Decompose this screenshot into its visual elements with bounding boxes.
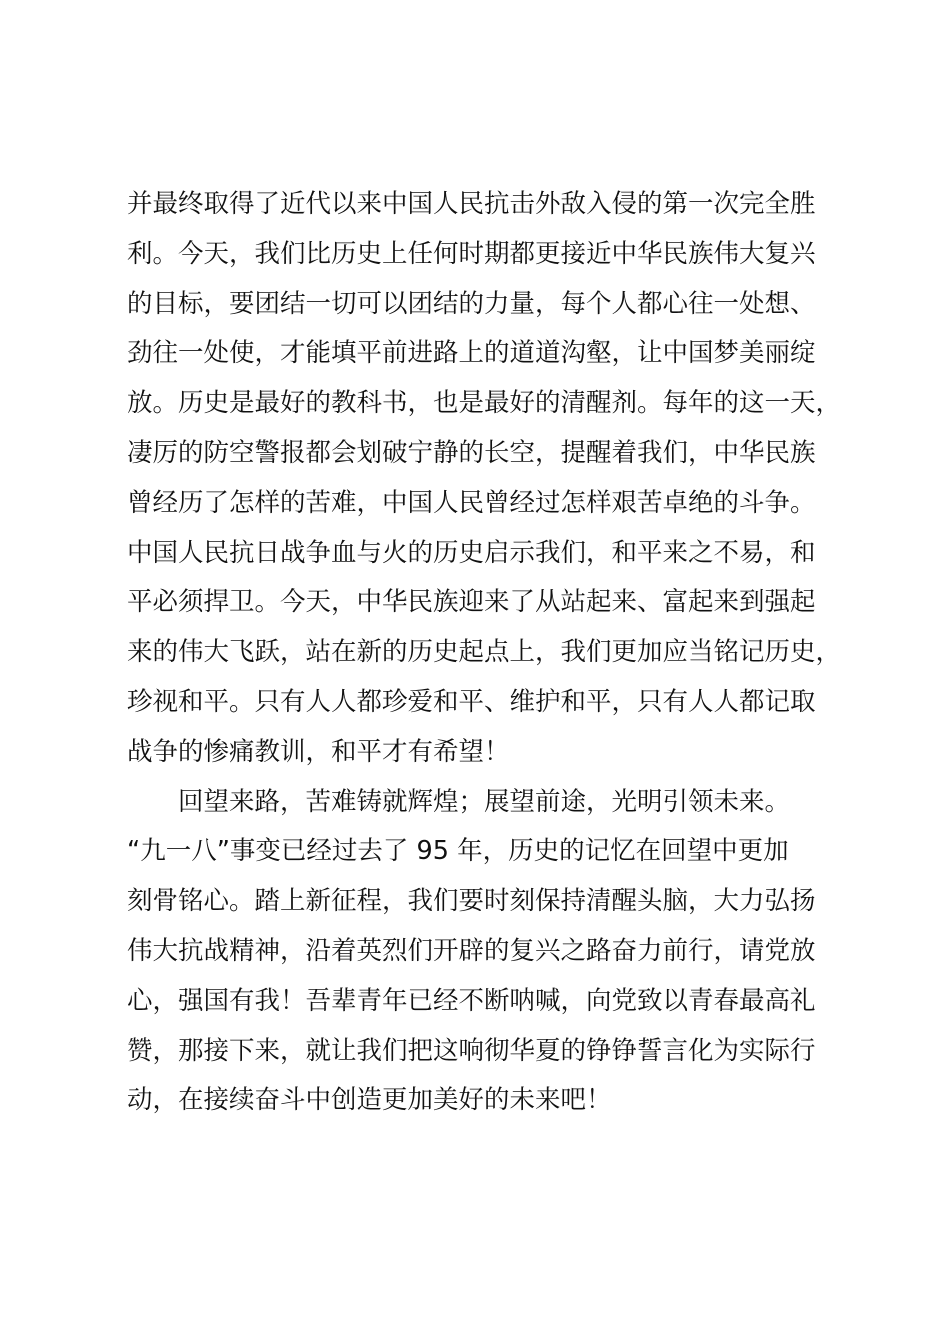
text-line: 动，在接续奋斗中创造更加美好的未来吧！: [127, 1085, 612, 1116]
text-line: 中国人民抗日战争血与火的历史启示我们，和平来之不易，和: [127, 537, 816, 568]
text-line: 放。历史是最好的教科书，也是最好的清醒剂。每年的这一天，: [127, 388, 842, 419]
paragraph-start-line: 回望来路，苦难铸就辉煌；展望前途，光明引领未来。: [127, 786, 791, 817]
text-line: 凄厉的防空警报都会划破宁静的长空，提醒着我们，中华民族: [127, 437, 816, 468]
text-line: 来的伟大飞跃，站在新的历史起点上，我们更加应当铭记历史，: [127, 637, 842, 668]
text-line: 曾经历了怎样的苦难，中国人民曾经过怎样艰苦卓绝的斗争。: [127, 487, 816, 518]
text-line: “九一八”事变已经过去了 95 年，历史的记忆在回望中更加: [127, 836, 789, 867]
text-line: 伟大抗战精神，沿着英烈们开辟的复兴之路奋力前行，请党放: [127, 935, 816, 966]
text-line: 心，强国有我！吾辈青年已经不断呐喊，向党致以青春最高礼: [127, 985, 816, 1016]
text-line: 平必须捍卫。今天，中华民族迎来了从站起来、富起来到强起: [127, 587, 816, 618]
text-line: 的目标，要团结一切可以团结的力量，每个人都心往一处想、: [127, 288, 816, 319]
text-line: 刻骨铭心。踏上新征程，我们要时刻保持清醒头脑，大力弘扬: [127, 886, 816, 917]
text-line: 并最终取得了近代以来中国人民抗击外敌入侵的第一次完全胜: [127, 189, 816, 219]
text-line: 赞，那接下来，就让我们把这响彻华夏的铮铮誓言化为实际行: [127, 1035, 816, 1066]
text-line: 劲往一处使，才能填平前进路上的道道沟壑，让中国梦美丽绽: [127, 338, 816, 369]
body-text: [127, 180, 867, 1126]
text-line: 战争的惨痛教训，和平才有希望！: [127, 736, 510, 767]
text-line: 利。今天，我们比历史上任何时期都更接近中华民族伟大复兴: [127, 238, 816, 269]
text-line: 珍视和平。只有人人都珍爱和平、维护和平，只有人人都记取: [127, 686, 816, 717]
